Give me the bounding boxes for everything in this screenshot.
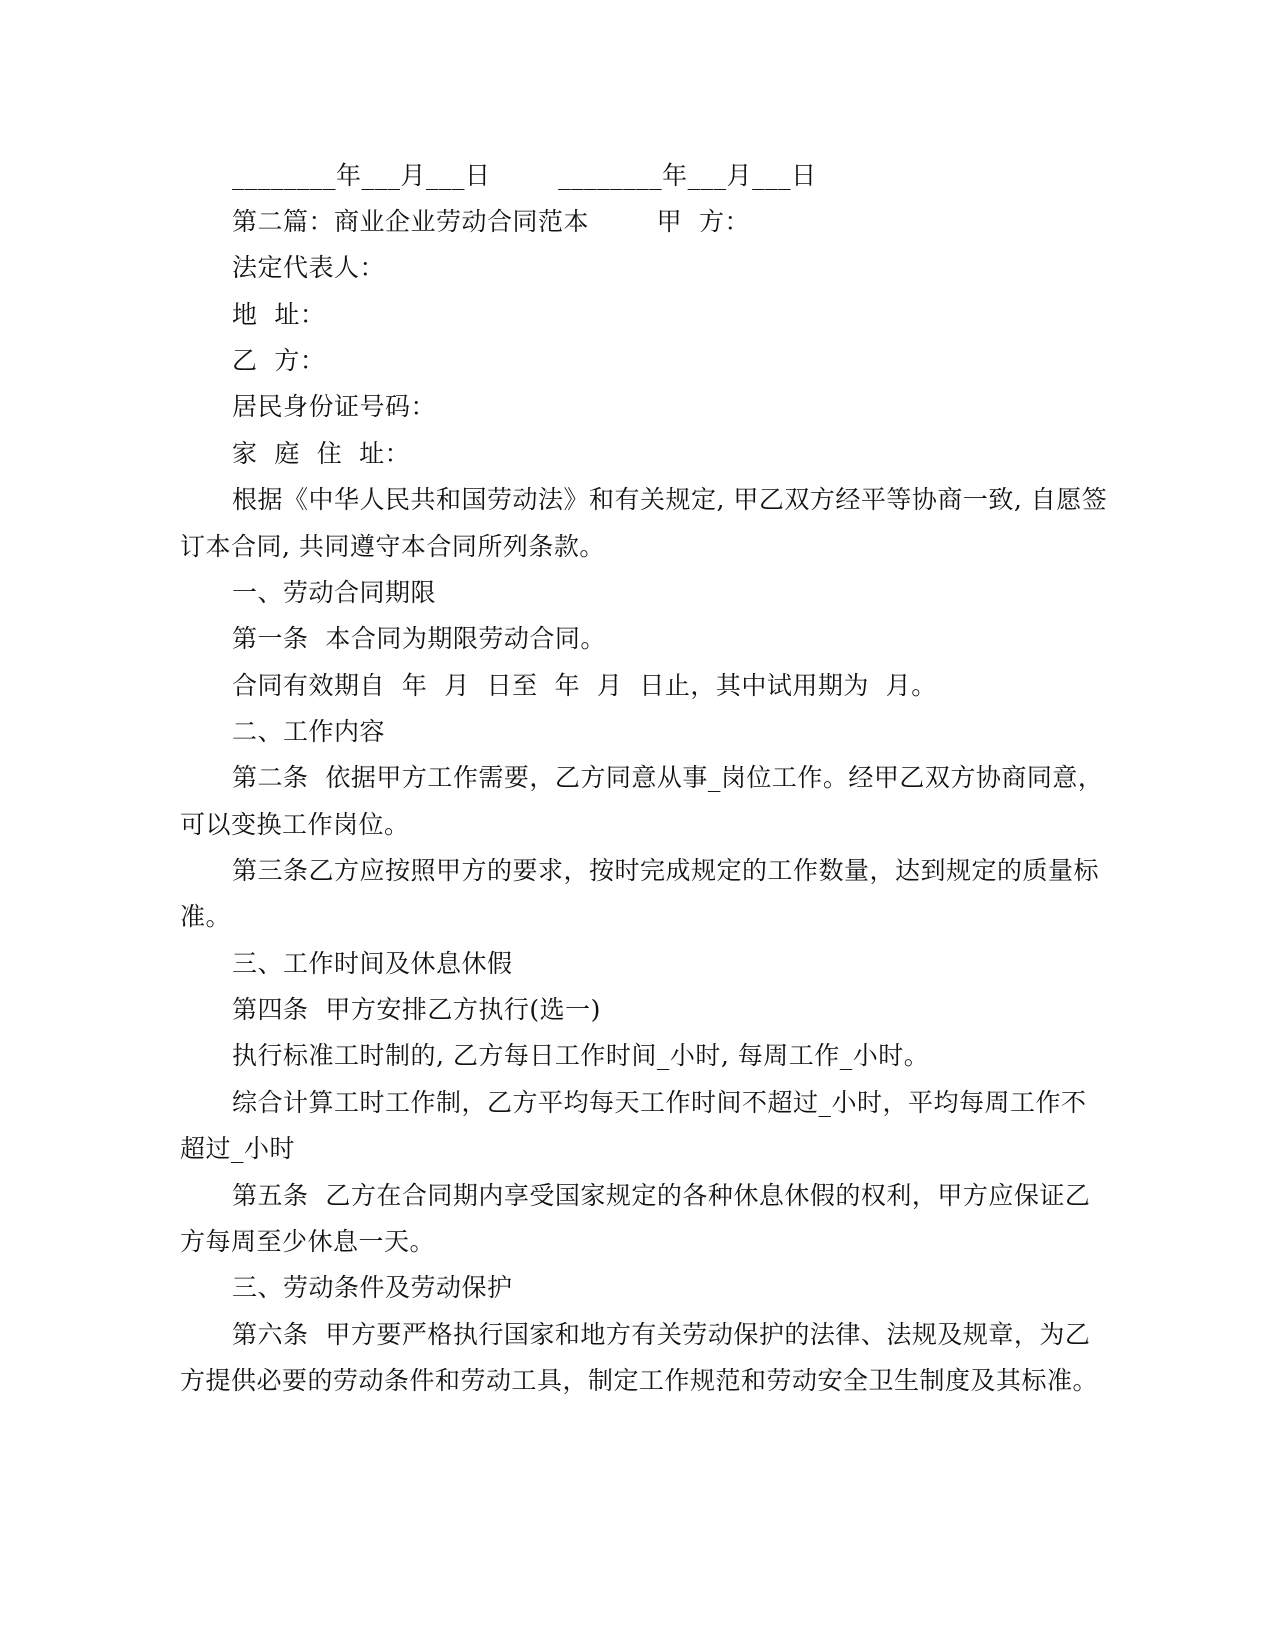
paragraph-preamble-line1: 根据《中华人民共和国劳动法》和有关规定, 甲乙双方经平等协商一致, 自愿签 [232, 485, 1108, 514]
article-2-line1: 第二条 依据甲方工作需要，乙方同意从事_岗位工作。经甲乙双方协商同意， [232, 763, 1104, 792]
article-3-line2: 准。 [180, 902, 232, 931]
heading-work-content: 二、工作内容 [232, 717, 386, 746]
article-5-line2: 方每周至少休息一天。 [180, 1227, 436, 1256]
article-4-comprehensive-line2: 超过_小时 [180, 1134, 296, 1163]
heading-labor-protection: 三、劳动条件及劳动保护 [232, 1273, 513, 1302]
field-home-address: 家 庭 住 址： [232, 439, 411, 468]
signature-date-line: ________年___月___日 ________年___月___日 [232, 161, 817, 190]
article-4-standard-hours: 执行标准工时制的, 乙方每日工作时间_小时, 每周工作_小时。 [232, 1041, 930, 1070]
article-2-line2: 可以变换工作岗位。 [180, 810, 410, 839]
section-title-party-a: 第二篇：商业企业劳动合同范本 甲 方： [232, 207, 750, 236]
field-id-number: 居民身份证号码： [232, 392, 437, 421]
article-6-line2: 方提供必要的劳动条件和劳动工具，制定工作规范和劳动安全卫生制度及其标准。 [180, 1366, 1099, 1395]
article-6-line1: 第六条 甲方要严格执行国家和地方有关劳动保护的法律、法规及规章，为乙 [232, 1320, 1091, 1349]
heading-contract-term: 一、劳动合同期限 [232, 578, 437, 607]
article-5-line1: 第五条 乙方在合同期内享受国家规定的各种休息休假的权利，甲方应保证乙 [232, 1181, 1091, 1210]
article-1: 第一条 本合同为期限劳动合同。 [232, 624, 606, 653]
heading-working-hours: 三、工作时间及休息休假 [232, 949, 513, 978]
article-1-term: 合同有效期自 年 月 日至 年 月 日止，其中试用期为 月。 [232, 671, 937, 700]
field-legal-representative: 法定代表人： [232, 253, 386, 282]
article-3-line1: 第三条乙方应按照甲方的要求，按时完成规定的工作数量，达到规定的质量标 [232, 856, 1100, 885]
field-party-b: 乙 方： [232, 346, 326, 375]
field-address: 地 址： [232, 300, 326, 329]
article-4: 第四条 甲方安排乙方执行(选一) [232, 995, 601, 1024]
paragraph-preamble-line2: 订本合同, 共同遵守本合同所列条款。 [180, 532, 605, 561]
article-4-comprehensive-line1: 综合计算工时工作制，乙方平均每天工作时间不超过_小时，平均每周工作不 [232, 1088, 1087, 1117]
